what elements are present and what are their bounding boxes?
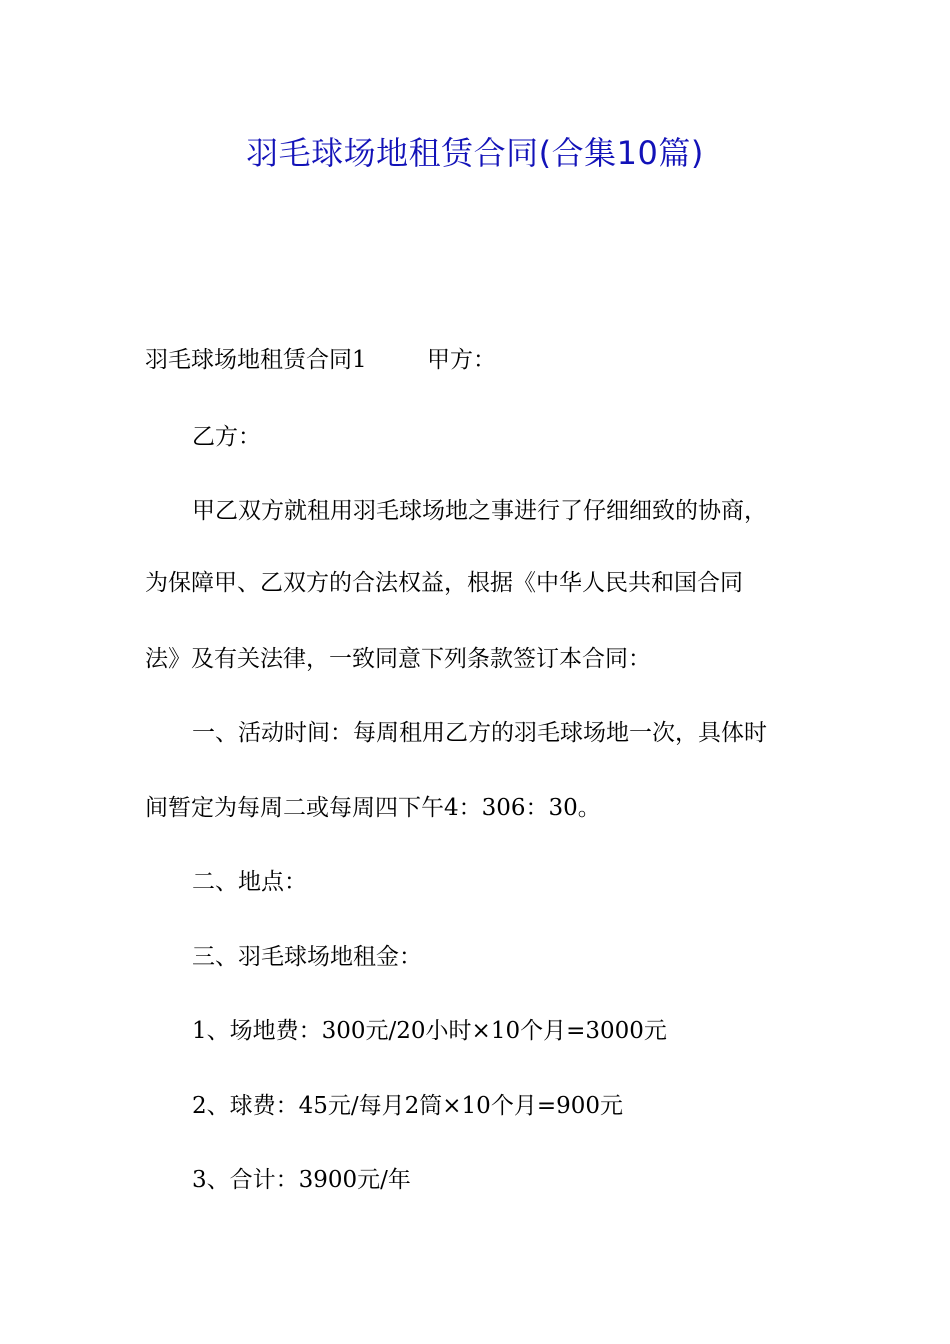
- document-title: 羽毛球场地租赁合同(合集10篇): [246, 134, 704, 172]
- intro-paragraph-line-2: 为保障甲、乙双方的合法权益，根据《中华人民共和国合同: [145, 570, 743, 596]
- party-a-label: 甲方：: [427, 347, 496, 373]
- fee-item-venue: 1、场地费：300元/20小时×10个月=3000元: [192, 1018, 667, 1044]
- party-b-label: 乙方：: [192, 424, 261, 450]
- fee-item-shuttlecock: 2、球费：45元/每月2筒×10个月=900元: [192, 1093, 623, 1119]
- clause-1-line-1: 一、活动时间：每周租用乙方的羽毛球场地一次，具体时: [192, 720, 767, 746]
- contract-heading-line: [145, 343, 810, 377]
- contract-heading: 羽毛球场地租赁合同1: [145, 347, 367, 373]
- clause-2: 二、地点：: [192, 869, 307, 895]
- clause-1-line-2: 间暂定为每周二或每周四下午4：306：30。: [145, 795, 601, 821]
- clause-3: 三、羽毛球场地租金：: [192, 944, 422, 970]
- intro-paragraph-line-3: 法》及有关法律，一致同意下列条款签订本合同：: [145, 646, 651, 672]
- intro-paragraph-line-1: 甲乙双方就租用羽毛球场地之事进行了仔细细致的协商，: [192, 498, 767, 524]
- fee-item-total: 3、合计：3900元/年: [192, 1167, 411, 1193]
